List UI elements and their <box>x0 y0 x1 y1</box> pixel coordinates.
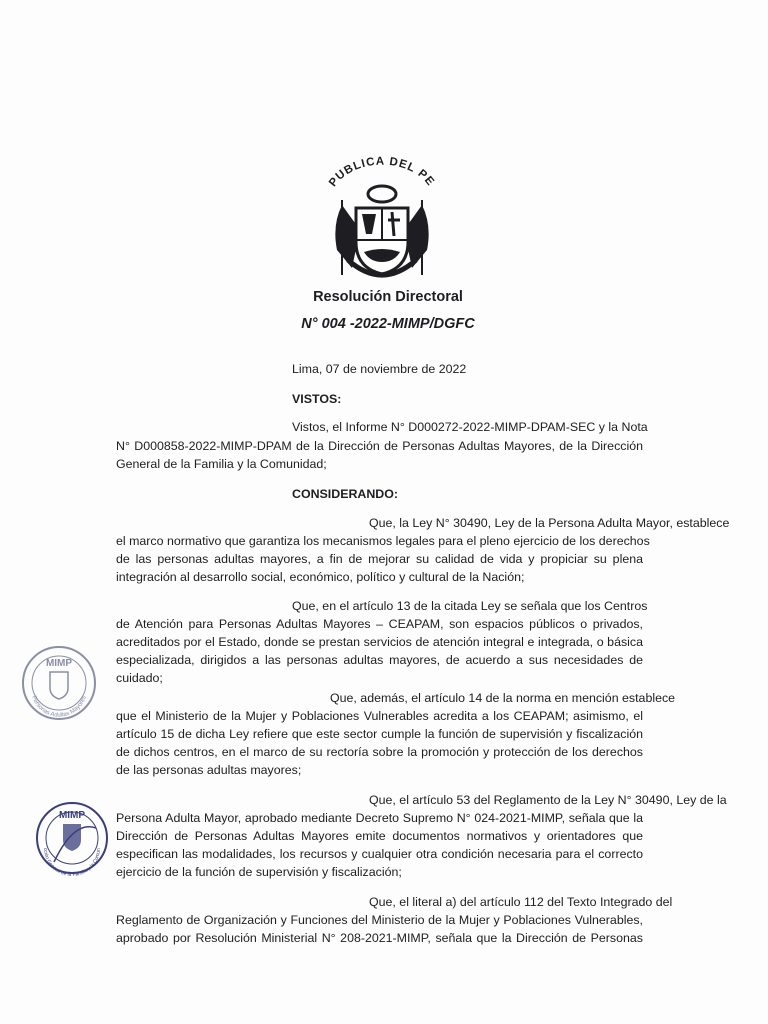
paragraph-line: el marco normativo que garantiza los mecanismos legales para el pleno ejercicio de los derechos <box>116 534 650 548</box>
paragraph-line: acreditados por el Estado, donde se prestan servicios de atención integral e integrada, o básica <box>116 635 643 649</box>
vistos-line: Vistos, el Informe N° D000272-2022-MIMP-DPAM-SEC y la Nota <box>292 420 648 434</box>
paragraph-line: Dirección de Personas Adultas Mayores emite documentos normativos y orientadores que <box>116 829 643 843</box>
resolution-number: N° 004 -2022-MIMP/DGFC <box>301 316 475 332</box>
resolution-title: Resolución Directoral <box>313 289 463 305</box>
date-line: Lima, 07 de noviembre de 2022 <box>292 362 467 376</box>
paragraph-line: ejercicio de la función de supervisión y fiscalización; <box>116 865 402 879</box>
vistos-line: General de la Familia y la Comunidad; <box>116 457 327 471</box>
paragraph-line: Reglamento de Organización y Funciones del Ministerio de la Mujer y Poblaciones Vulnerables, <box>116 913 643 927</box>
paragraph-line: Que, además, el artículo 14 de la norma en mención establece <box>330 691 676 705</box>
stamp1-subtext: Personas Adultas Mayores <box>30 695 88 719</box>
paragraph-line: integración al desarrollo social, económico, político y cultural de la Nación; <box>116 570 525 584</box>
paragraph-line: que el Ministerio de la Mujer y Poblaciones Vulnerables acredita a los CEAPAM; asimismo, el <box>116 709 643 723</box>
svg-text:REPUBLICA DEL PERU <box>312 150 437 189</box>
paragraph-line: Que, el literal a) del artículo 112 del Texto Integrado del <box>369 895 673 909</box>
considerando-heading: CONSIDERANDO: <box>292 487 399 501</box>
vistos-line: N° D000858-2022-MIMP-DPAM de la Dirección de Personas Adultas Mayores, de la Dirección <box>116 439 643 453</box>
paragraph-line: Que, en el artículo 13 de la citada Ley se señala que los Centros <box>292 599 648 613</box>
paragraph-line: Que, el artículo 53 del Reglamento de la Ley N° 30490, Ley de la <box>369 793 727 807</box>
paragraph-line: de Atención para Personas Adultas Mayores – CEAPAM, son espacios públicos o privados, <box>116 617 643 631</box>
paragraph-line: de dichos centros, en el marco de su rectoría sobre la promoción y protección de los derechos <box>116 745 643 759</box>
peru-coat-of-arms-emblem <box>312 150 452 290</box>
paragraph-line: especifican las modalidades, los recursos y cualquier otra condición necesaria para el correcto <box>116 847 643 861</box>
stamp2-subtext: cción General de la Familia y la Comun <box>41 847 103 876</box>
stamp2-text: MIMP <box>58 810 86 821</box>
stamp1-text: MIMP <box>45 658 73 669</box>
paragraph-line: de las personas adultas mayores, a fin de mejorar su calidad de vida y propiciar su plena <box>116 552 643 566</box>
paragraph-line: artículo 15 de dicha Ley refiere que este sector cumple la función de supervisión y fiscalización <box>116 727 643 741</box>
mimp-seal-stamp <box>20 644 98 722</box>
paragraph-line: Persona Adulta Mayor, aprobado mediante Decreto Supremo N° 024-2021-MIMP, señala que la <box>116 811 643 825</box>
paragraph-line: Que, la Ley N° 30490, Ley de la Persona Adulta Mayor, establece <box>369 516 730 530</box>
paragraph-line: especializada, dirigidos a las personas adultas mayores, de acuerdo a sus necesidades de <box>116 653 643 667</box>
paragraph-line: aprobado por Resolución Ministerial N° 208-2021-MIMP, señala que la Dirección de Personas <box>116 931 643 945</box>
emblem-text: PUBLICA DEL PE <box>327 155 437 190</box>
paragraph-line: de las personas adultas mayores; <box>116 763 302 777</box>
vistos-heading: VISTOS: <box>292 392 342 406</box>
mimp-seal-stamp <box>34 800 110 876</box>
paragraph-line: cuidado; <box>116 671 163 685</box>
